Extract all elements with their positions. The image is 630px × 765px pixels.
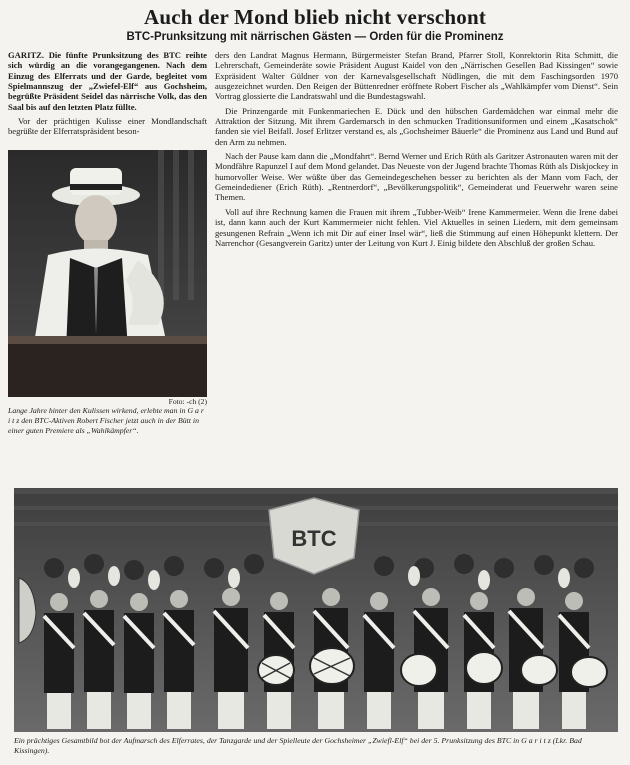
right-column bbox=[215, 50, 618, 252]
photo-parade bbox=[14, 488, 618, 732]
lead-paragraph: GARITZ. Die fünfte Prunksitzung des BTC reihte sich würdig an die vorangegangenen. Nach dem Einzug des Elferrats und der Garde, begleitet vom Spielmannszug der „Zwiefel-Elf“ aus Gochsheim, begrüßte Präsident Seidel das närrische Volk, das den Saal bis auf den letzten Platz füllte. bbox=[8, 50, 207, 112]
right-paragraph: Nach der Pause kam dann die „Mondfahrt“. Bernd Werner und Erich Rüth als Garitzer Astronauten waren mit der Mondfähre Rapunzel I auf dem Mond gelandet. Das Neueste von der Jugend brachte Thomas Rüth als Diskjockey in humorvoller Weise. Wer wüßte über das Gemeindegeschehen besser zu berichten als der Mann vom Fach, der Gemeindediener (Erich Rüth). „Rentnerdorf“, „Bevölkerungspolitik“, Gemeinderat und Feuerwehr waren seine Themen. bbox=[215, 151, 618, 203]
photo-credit: Foto: -ch (2) bbox=[168, 397, 207, 406]
emblem-text: BTC bbox=[291, 526, 337, 551]
right-paragraph: ders den Landrat Magnus Hermann, Bürgermeister Stefan Brand, Pfarrer Stoll, Konrektorin Rita Schmitt, die Lehrerschaft, Gemeinderäte sowie Präsident August Kaidel von den „Närrischen Gesellen Bad Kissingen“ sowie Expräsident Walter Güldner von der Karnevalsgesellschaft Nüdlingen, die mit dem Faschingsorden 1970 ausgezeichnet wurden. Den Reigen der Büttenredner eröffnete Robert Fischer als „Wahlkämpfer vom Dienst“. Sein Vortrag glossierte die Landratswahl und die Bundestagswahl. bbox=[215, 50, 618, 102]
left-column bbox=[8, 50, 207, 141]
speaker-illustration bbox=[8, 150, 207, 397]
photo-caption-speaker: Lange Jahre hinter den Kulissen wirkend, erlebte man in G a r i t z den BTC-Aktiven Robert Fischer jetzt auch in der Bütt in einer guten Premiere als „Wahlkämpfer“. bbox=[8, 406, 204, 435]
parade-illustration bbox=[14, 488, 618, 732]
photo-speaker bbox=[8, 150, 207, 397]
headline: Auch der Mond blieb nicht verschont bbox=[143, 5, 487, 29]
photo-caption-parade: Ein prächtiges Gesamtbild bot der Aufmarsch des Elferrates, der Tanzgarde und der Spielleute der Gochsheimer „Zwiefl-Elf“ bei der 5. Prunksitzung des BTC in G a r i t z (Lkr. Bad Kissingen). bbox=[14, 736, 582, 755]
subheadline: BTC-Prunksitzung mit närrischen Gästen — Orden für die Prominenz bbox=[126, 31, 504, 43]
left-paragraph: Vor der prächtigen Kulisse einer Mondlandschaft begrüßte der Elferratspräsident beson- bbox=[8, 116, 207, 137]
right-paragraph: Die Prinzengarde mit Funkenmariechen E. Dück und den hübschen Gardemädchen war einmal mehr die Attraktion der Sitzung. Mit ihrem Gardemarsch in den schmucken Traditionsuniformen und einem „Kasatschok“ fanden sie viel Beifall. Josef Erlitzer verstand es, als „Gochsheimer Bäuerle“ die Prominenz aus Land und Bund auf den Arm zu nehmen. bbox=[215, 105, 618, 147]
right-paragraph: Voll auf ihre Rechnung kamen die Frauen mit ihrem „Tubber-Weib“ Irene Kammermeier. Wenn die Irene dabei ist, dann kann auch der Kurt Kammermeier nicht fehlen. Viel Aktuelles in seinen Liedern, mit dem gemeinsam gesungenen Refrain „Wenn ich mit Dir auf einer Insel wär“, ließ die Stimmung auf einen Höhepunkt klettern. Der Narrenchor (Gesangverein Garitz) unter der Leitung von Kurt J. Einig bildete den Abschluß der großen Schau. bbox=[215, 206, 618, 248]
